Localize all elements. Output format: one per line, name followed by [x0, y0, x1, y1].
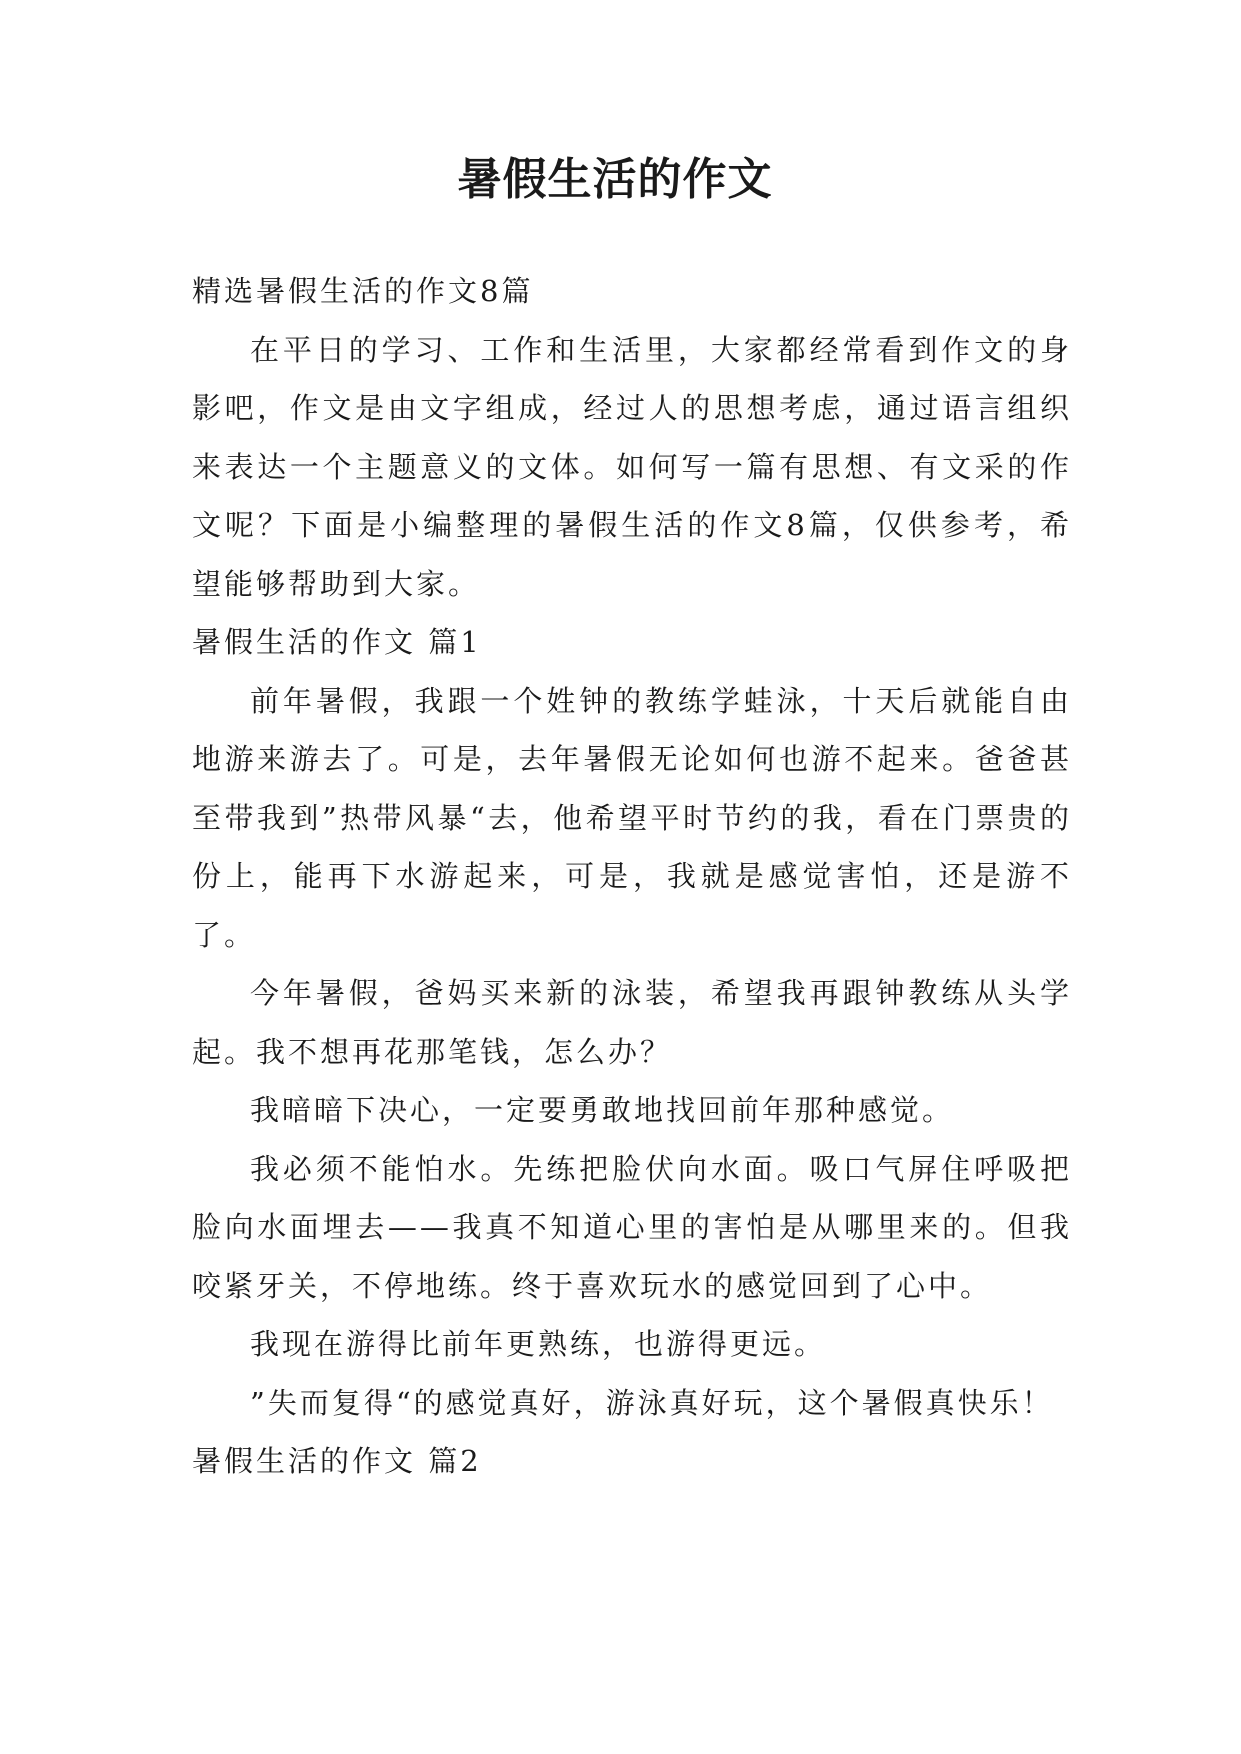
- subtitle: 精选暑假生活的作文8篇: [192, 274, 534, 308]
- paragraph: ”失而复得“的感觉真好，游泳真好玩，这个暑假真快乐！: [250, 1385, 1054, 1420]
- intro-paragraph: 在平日的学习、工作和生活里，大家都经常看到作文的身影吧，作文是由文字组成，经过人的思想考虑，通过语言组织来表达一个主题意义的文体。如何写一篇有思想、有文采的作文呢？下面是小编整理的暑假生活的作文8篇，仅供参考，希望能够帮助到大家。: [192, 332, 1072, 601]
- section-heading-2: 暑假生活的作文 篇2: [192, 1444, 482, 1478]
- paragraph: 前年暑假，我跟一个姓钟的教练学蛙泳，十天后就能自由地游来游去了。可是，去年暑假无论如何也游不起来。爸爸甚至带我到”热带风暴“去，他希望平时节约的我，看在门票贵的份上，能再下水游起来，可是，我就是感觉害怕，还是游不了。: [192, 683, 1072, 952]
- paragraph: 我必须不能怕水。先练把脸伏向水面。吸口气屏住呼吸把脸向水面埋去——我真不知道心里的害怕是从哪里来的。但我咬紧牙关，不停地练。终于喜欢玩水的感觉回到了心中。: [192, 1151, 1072, 1303]
- paragraph: 我暗暗下决心，一定要勇敢地找回前年那种感觉。: [250, 1093, 955, 1127]
- document-title: 暑假生活的作文: [457, 154, 773, 205]
- document-body: [192, 262, 1072, 1491]
- paragraph: 我现在游得比前年更熟练，也游得更远。: [250, 1327, 827, 1361]
- paragraph: 今年暑假，爸妈买来新的泳装，希望我再跟钟教练从头学起。我不想再花那笔钱，怎么办？: [192, 976, 1072, 1069]
- section-heading-1: 暑假生活的作文 篇1: [192, 625, 482, 659]
